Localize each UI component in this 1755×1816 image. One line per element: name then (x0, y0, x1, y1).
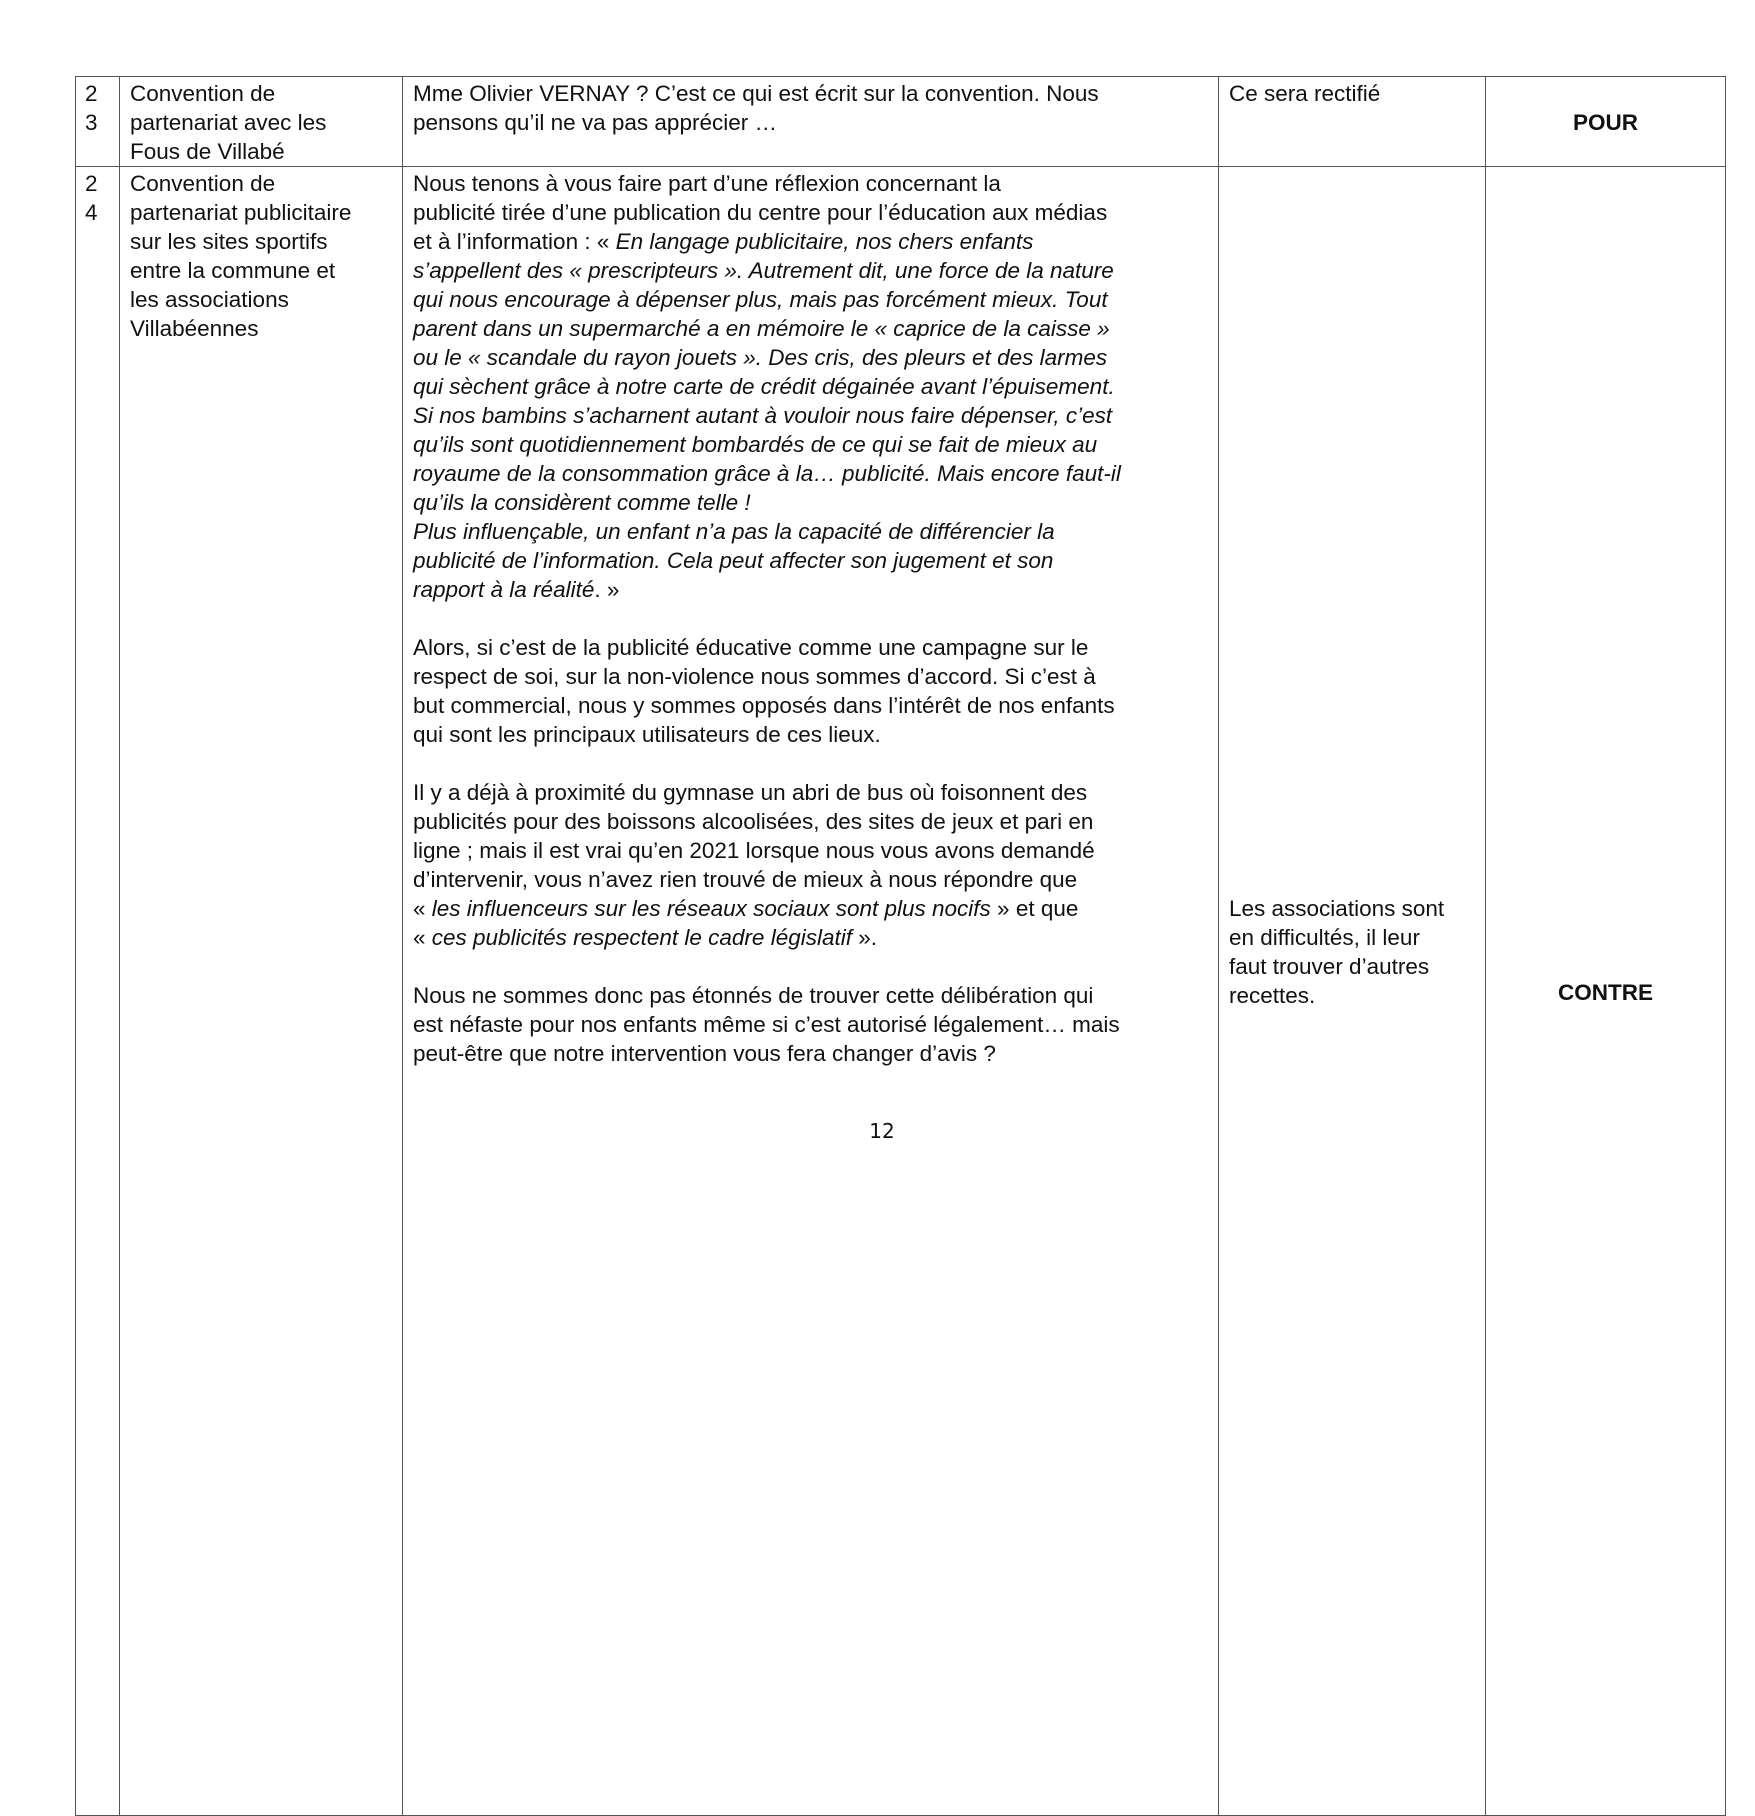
text-line: partenariat publicitaire (130, 200, 352, 225)
text-segment: pensons qu’il ne va pas apprécier … (413, 110, 777, 135)
table-row (76, 77, 1726, 167)
text-line: Villabéennes (130, 316, 259, 341)
text-line (413, 894, 1208, 923)
quoted-text: qu’ils la considèrent comme telle ! (413, 490, 751, 515)
text-line: sur les sites sportifs (130, 229, 328, 254)
text-segment: d’intervenir, vous n’avez rien trouvé de mieux à nous répondre que (413, 867, 1078, 892)
quoted-text: parent dans un supermarché a en mémoire le « caprice de la caisse » (413, 316, 1110, 341)
text-line (413, 923, 1208, 952)
text-line: Convention de (130, 81, 276, 106)
quoted-text: Si nos bambins s’acharnent autant à vouloir nous faire dépenser, c’est (413, 403, 1113, 428)
text-line (413, 952, 1208, 981)
text-line (413, 343, 1208, 372)
text-line (413, 285, 1208, 314)
text-line (413, 1010, 1208, 1039)
item-intervention (403, 77, 1219, 167)
text-line (413, 575, 1208, 604)
text-segment: publicité tirée d’une publication du centre pour l’éducation aux médias (413, 200, 1108, 225)
text-segment: ligne ; mais il est vrai qu’en 2021 lorsque nous vous avons demandé (413, 838, 1095, 863)
quoted-text: Plus influençable, un enfant n’a pas la capacité de différencier la (413, 519, 1055, 544)
text-line: Les associations sont (1229, 896, 1445, 921)
text-line (413, 836, 1208, 865)
text-line (413, 807, 1208, 836)
item-intervention (403, 167, 1219, 1816)
item-number (76, 167, 120, 1816)
quoted-text: ces publicités respectent le cadre législatif (431, 925, 852, 950)
text-line (413, 256, 1208, 285)
quoted-text: En langage publicitaire, nos chers enfants (615, 229, 1034, 254)
item-number (76, 77, 120, 167)
text-segment: Il y a déjà à proximité du gymnase un abri de bus où foisonnent des (413, 780, 1088, 805)
text-line: 2 (85, 171, 98, 196)
item-subject (120, 167, 403, 1816)
item-subject (120, 77, 403, 167)
quoted-text: publicité de l’information. Cela peut affecter son jugement et son (413, 548, 1054, 573)
quoted-text: qu’ils sont quotidiennement bombardés de ce qui se fait de mieux au (413, 432, 1098, 457)
text-line (413, 981, 1208, 1010)
quoted-text: s’appellent des « prescripteurs ». Autrement dit, une force de la nature (413, 258, 1114, 283)
item-vote: POUR (1486, 77, 1726, 167)
text-segment: » et que (990, 896, 1079, 921)
text-line (413, 108, 1208, 137)
text-line (413, 691, 1208, 720)
text-line: 4 (85, 200, 98, 225)
text-line: Convention de (130, 171, 276, 196)
text-line (413, 314, 1208, 343)
text-line (413, 372, 1208, 401)
text-segment: ». (851, 925, 878, 950)
text-segment: Alors, si c’est de la publicité éducative comme une campagne sur le (413, 635, 1089, 660)
quoted-text: rapport à la réalité (413, 577, 595, 602)
text-segment: « (413, 925, 432, 950)
text-line (413, 459, 1208, 488)
text-line (413, 169, 1208, 198)
quoted-text: royaume de la consommation grâce à la… publicité. Mais encore faut-il (413, 461, 1121, 486)
text-line: Ce sera rectifié (1229, 81, 1381, 106)
text-line: recettes. (1229, 983, 1316, 1008)
quoted-text: les influenceurs sur les réseaux sociaux sont plus nocifs (431, 896, 991, 921)
text-line (413, 662, 1208, 691)
text-line (413, 778, 1208, 807)
page-number: 12 (869, 1119, 895, 1143)
text-line (413, 401, 1208, 430)
text-line (413, 1039, 1208, 1068)
text-line: entre la commune et (130, 258, 336, 283)
text-line (413, 198, 1208, 227)
text-segment: publicités pour des boissons alcoolisées, des sites de jeux et pari en (413, 809, 1094, 834)
text-segment: peut-être que notre intervention vous fera changer d’avis ? (413, 1041, 996, 1066)
text-line (413, 633, 1208, 662)
text-line: 3 (85, 110, 98, 135)
text-line: Fous de Villabé (130, 139, 285, 164)
text-line (413, 604, 1208, 633)
text-line (413, 79, 1208, 108)
text-segment: but commercial, nous y sommes opposés dans l’intérêt de nos enfants (413, 693, 1115, 718)
text-line (413, 720, 1208, 749)
text-line: en difficultés, il leur (1229, 925, 1420, 950)
text-segment: respect de soi, sur la non-violence nous sommes d’accord. Si c’est à (413, 664, 1096, 689)
text-line (413, 488, 1208, 517)
text-line (413, 227, 1208, 256)
text-line: partenariat avec les (130, 110, 327, 135)
text-line (413, 749, 1208, 778)
text-line (413, 546, 1208, 575)
text-line: les associations (130, 287, 289, 312)
text-segment: et à l’information : « (413, 229, 616, 254)
text-line (413, 865, 1208, 894)
quoted-text: qui nous encourage à dépenser plus, mais pas forcément mieux. Tout (413, 287, 1108, 312)
quoted-text: ou le « scandale du rayon jouets ». Des cris, des pleurs et des larmes (413, 345, 1108, 370)
text-segment: Nous ne sommes donc pas étonnés de trouver cette délibération qui (413, 983, 1094, 1008)
item-response (1219, 167, 1486, 1816)
text-line: faut trouver d’autres (1229, 954, 1430, 979)
table-row (76, 167, 1726, 1816)
deliberations-table (75, 76, 1726, 1816)
text-line: 2 (85, 81, 98, 106)
quoted-text: qui sèchent grâce à notre carte de crédit dégainée avant l’épuisement. (413, 374, 1115, 399)
text-segment: qui sont les principaux utilisateurs de ces lieux. (413, 722, 881, 747)
text-segment: Nous tenons à vous faire part d’une réflexion concernant la (413, 171, 1001, 196)
item-vote: CONTRE (1486, 167, 1726, 1816)
item-response (1219, 77, 1486, 167)
text-line (413, 517, 1208, 546)
text-segment: Mme Olivier VERNAY ? C’est ce qui est écrit sur la convention. Nous (413, 81, 1099, 106)
text-segment: est néfaste pour nos enfants même si c’est autorisé légalement… mais (413, 1012, 1120, 1037)
text-segment: . » (594, 577, 620, 602)
text-segment: « (413, 896, 432, 921)
text-line (413, 430, 1208, 459)
